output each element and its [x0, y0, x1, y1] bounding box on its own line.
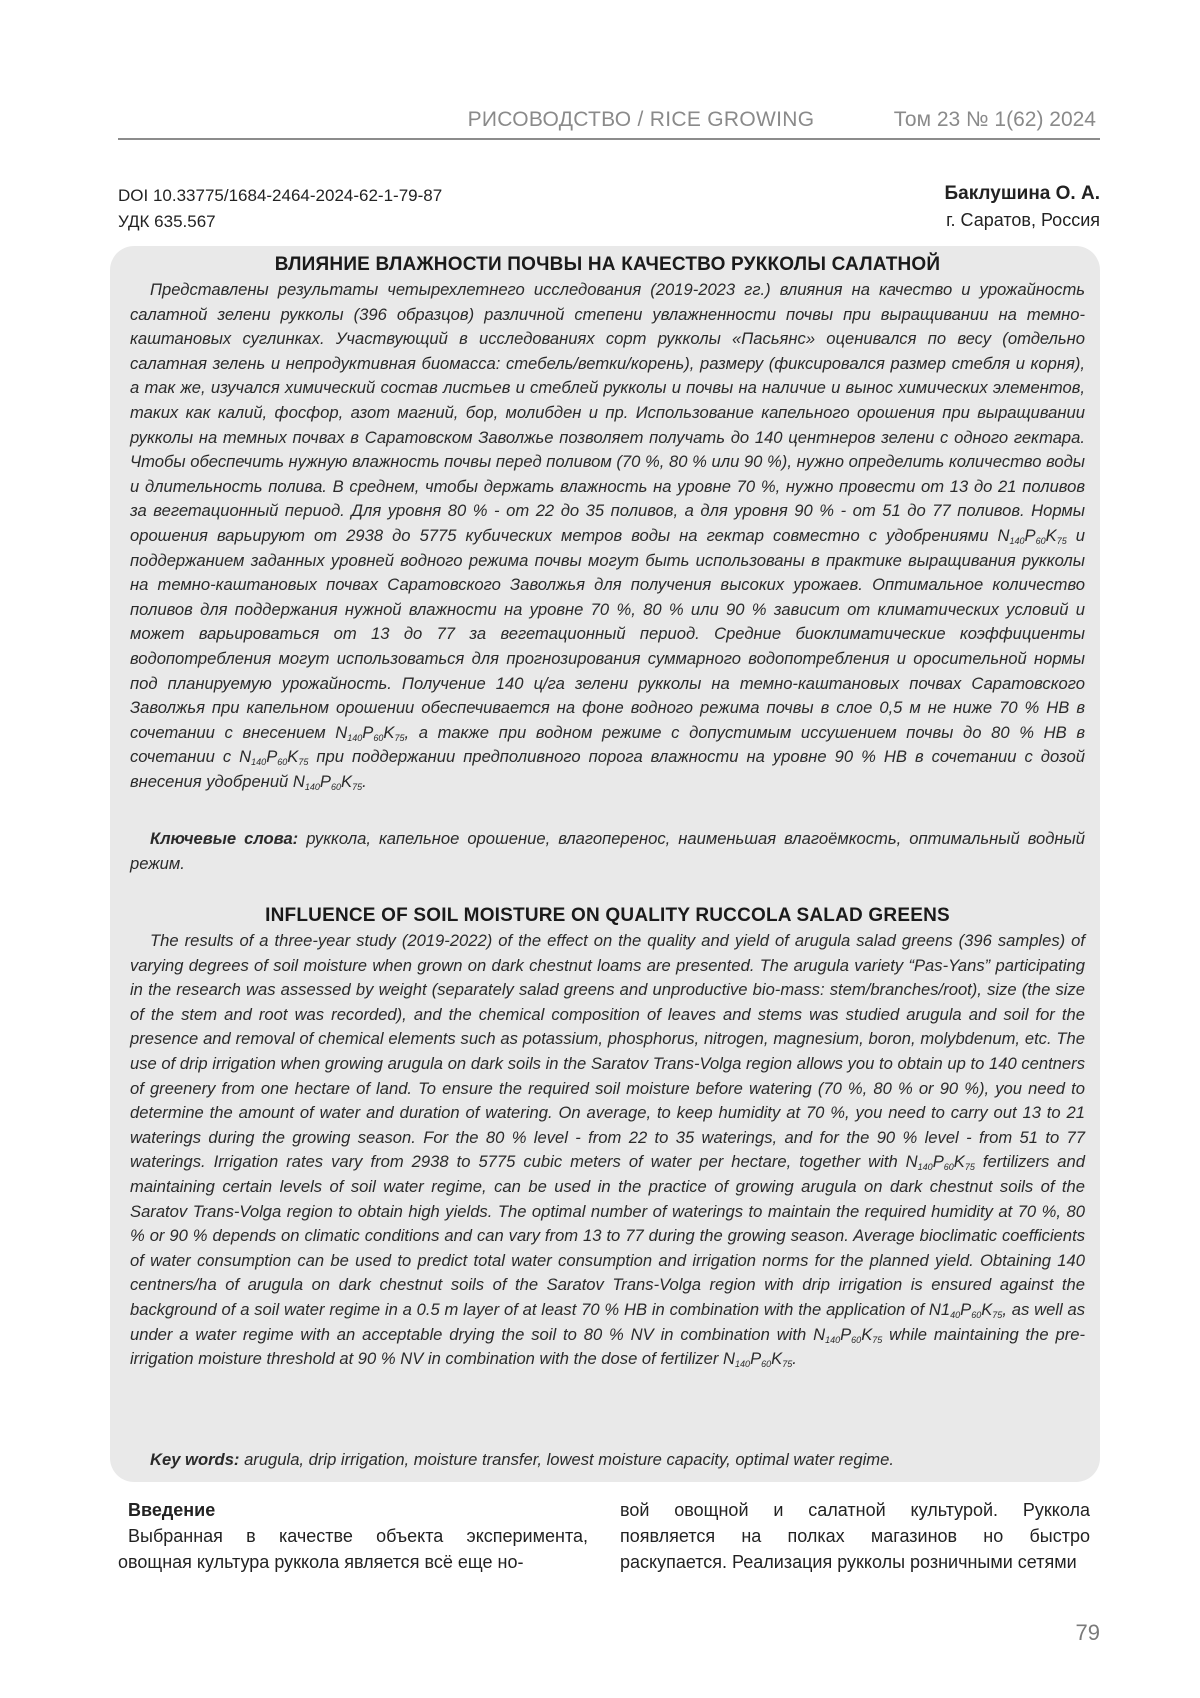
sub-k: 75: [1057, 536, 1067, 546]
sub-k: 75: [965, 1162, 975, 1172]
sub-p: 60: [331, 782, 341, 792]
sub-k: 75: [782, 1359, 792, 1369]
k-letter: K: [981, 1300, 992, 1319]
p-letter: P: [1025, 526, 1036, 545]
abstract-en-text-2: fertilizers and maintaining certain levels of soil water regime, can be used in the practice of growing arugula on dark chestnut soils of the Saratov Trans-Volga region to obtain high yields. The optimal number of waterings to maintain the required humidity at 70 %, 80 % or 90 % depends on climatic conditions and can vary from 13 to 77 during the growing season. Average bioclimatic coefficients of water consumption can be used to predict total water consumption and irrigation norms for the planned yield. Obtaining 140 centners/ha of arugula on dark chestnut soils of the Saratov Trans-Volga region with drip irrigation is ensured against the background of a soil water regime in a 0.5 m layer of at least 70 % HB in combination with the application of N1: [130, 1152, 1085, 1319]
abstract-en-text-1: The results of a three-year study (2019-2022) of the effect on the quality and yield of arugula salad greens (396 samples) of varying degrees of soil moisture when grown on dark chestnut loams are presented. The arugula variety “Pas-Yans” participating in the research was assessed by weight (separately salad greens and unproductive bio-mass: stem/branches/root), size (the size of the stem and root was recorded), and the chemical composition of leaves and stems was studied arugula and soil for the presence and removal of chemical elements such as potassium, phosphorus, nitrogen, magnesium, boron, molybdenum, etc. The use of drip irrigation when growing arugula on dark soils in the Saratov Trans-Volga region allows you to obtain up to 140 centners of greenery from one hectare of land. To ensure the required soil moisture before watering (70 %, 80 % or 90 %), you need to determine the amount of water and duration of watering. On average, to keep humidity at 70 %, you need to carry out 13 to 21 waterings during the growing season. For the 80 % level - from 22 to 35 waterings, and for the 90 % level - from 51 to 77 waterings. Irrigation rates vary from 2938 to 5775 cubic meters of water per hectare, together with N: [130, 931, 1085, 1171]
abstract-ru-end: .: [362, 772, 367, 791]
p-letter: P: [362, 723, 373, 742]
k-letter: K: [771, 1349, 782, 1368]
sub-n: 140: [251, 757, 266, 767]
sub-k: 75: [872, 1335, 882, 1345]
doi: DOI 10.33775/1684-2464-2024-62-1-79-87: [118, 183, 442, 209]
abstract-ru-text-1: Представлены результаты четырехлетнего исследования (2019-2023 гг.) влияния на качество и урожайность салатной зелени рукколы (396 образцов) различной степени увлажненности почвы при выращивании на темно-каштановых суглинках. Участвующий в исследованиях сорт рукколы «Пасьянс» оценивался по весу (отдельно салатная зелень и непродуктивная биомасса: стебель/ветки/корень), размеру (фиксировался размер стебля и корня), а так же, изучался химический состав листьев и стеблей рукколы и почвы на наличие и вынос химических элементов, таких как калий, фосфор, азот магний, бор, молибден и пр. Использование капельного орошения при выращивании рукколы на темных почвах в Саратовском Заволжье позволяет получать до 140 центнеров зелени с одного гектара. Чтобы обеспечить нужную влажность почвы перед поливом (70 %, 80 % или 90 %), нужно определить количество воды и длительность полива. В среднем, чтобы держать влажность на уровне 70 %, нужно провести от 13 до 21 поливов за вегетационный период. Для уровня 80 % - от 22 до 35 поливов, а для уровня 90 % - от 51 до 77 поливов. Нормы орошения варьируют от 2938 до 5775 кубических метров воды на гектар совместно с удобрениями N: [130, 280, 1085, 545]
sub-p: 60: [1036, 536, 1046, 546]
p-letter: P: [266, 747, 277, 766]
sub-k: 75: [992, 1310, 1002, 1320]
sub-p: 60: [944, 1162, 954, 1172]
k-letter: K: [383, 723, 394, 742]
sub-p: 60: [277, 757, 287, 767]
keywords-en: [130, 1448, 1085, 1473]
sub-n: 140: [825, 1335, 840, 1345]
p-letter: P: [933, 1152, 944, 1171]
sub-p: 60: [761, 1359, 771, 1369]
abstract-ru-text-4: при поддержании предполивного порога влажности на уровне 90 % НВ в сочетании с дозой внесения удобрений N: [130, 747, 1085, 791]
body-column-left: [118, 1497, 588, 1575]
p-letter: P: [320, 772, 331, 791]
author-block: [944, 181, 1100, 233]
abstract-en-end: .: [792, 1349, 797, 1368]
keywords-ru: [130, 827, 1085, 876]
sub-n: 140: [1009, 536, 1024, 546]
p-letter: P: [960, 1300, 971, 1319]
abstract-en-text-3: , as well as under a water regime with an acceptable drying the soil to 80 % NV in combination with N: [130, 1300, 1085, 1344]
k-letter: K: [954, 1152, 965, 1171]
keywords-en-label: Key words:: [150, 1450, 239, 1469]
article-identifiers: [118, 183, 442, 235]
p-letter: P: [750, 1349, 761, 1368]
k-letter: K: [861, 1325, 872, 1344]
abstract-ru-text-3: , а также при водном режиме с допустимым иссушением почвы до 80 % НВ в сочетании с N: [130, 723, 1085, 767]
sub-k: 75: [394, 733, 404, 743]
p-letter: P: [840, 1325, 851, 1344]
sub-k: 75: [298, 757, 308, 767]
abstract-en-text-4: while maintaining the pre-irrigation moisture threshold at 90 % NV in combination with the dose of fertilizer N: [130, 1325, 1085, 1369]
keywords-ru-list: руккола, капельное орошение, влагоперенос, наименьшая влагоёмкость, оптимальный водный режим.: [130, 829, 1085, 873]
body-paragraph-left: Выбранная в качестве объекта эксперимента, овощная культура руккола является всё еще но-: [118, 1523, 588, 1575]
sub-p: 60: [373, 733, 383, 743]
body-paragraph-right: вой овощной и салатной культурой. Руккола появляется на полках магазинов но быстро раскупается. Реализация рукколы розничными сетями: [620, 1500, 1090, 1572]
sub-p: 60: [851, 1335, 861, 1345]
sub-p: 60: [971, 1310, 981, 1320]
sub-n: 40: [950, 1310, 960, 1320]
keywords-en-list: arugula, drip irrigation, moisture transfer, lowest moisture capacity, optimal water regime.: [239, 1450, 894, 1469]
journal-name: РИСОВОДСТВО / RICE GROWING: [416, 108, 866, 132]
body-column-right: [620, 1497, 1090, 1575]
keywords-ru-label: Ключевые слова:: [150, 829, 298, 848]
abstract-en: [130, 929, 1085, 1372]
issue-info: Том 23 № 1(62) 2024: [894, 108, 1096, 132]
sub-n: 140: [347, 733, 362, 743]
sub-k: 75: [352, 782, 362, 792]
k-letter: K: [1046, 526, 1057, 545]
k-letter: K: [287, 747, 298, 766]
k-letter: K: [341, 772, 352, 791]
page-number: 79: [1076, 1620, 1100, 1646]
udk: УДК 635.567: [118, 209, 442, 235]
abstract-ru: [130, 278, 1085, 794]
sub-n: 140: [918, 1162, 933, 1172]
section-heading-intro: Введение: [128, 1497, 588, 1523]
abstract-ru-text-2: и поддержанием заданных уровней водного режима почвы могут быть использованы в практике выращивания рукколы на темно-каштановых почвах Саратовского Заволжья для получения высоких урожаев. Оптимальное количество поливов для поддержания нужной влажности на уровне 70 %, 80 % или 90 % зависит от климатических условий и может варьироваться от 13 до 77 за вегетационный период. Средние биоклиматические коэффициенты водопотребления могут использоваться для прогнозирования суммарного водопотребления и оросительной нормы под планируемую урожайность. Получение 140 ц/га зелени рукколы на темно-каштановых почвах Саратовского Заволжья при капельном орошении обеспечивается на фоне водного режима почвы в слое 0,5 м не ниже 70 % НВ в сочетании с внесением N: [130, 526, 1085, 742]
sub-n: 140: [305, 782, 320, 792]
author-name: Баклушина О. А.: [944, 181, 1100, 207]
title-ru: ВЛИЯНИЕ ВЛАЖНОСТИ ПОЧВЫ НА КАЧЕСТВО РУККОЛЫ САЛАТНОЙ: [130, 254, 1085, 276]
sub-n: 140: [735, 1359, 750, 1369]
running-header: [118, 104, 1100, 140]
title-en: INFLUENCE OF SOIL MOISTURE ON QUALITY RUCCOLA SALAD GREENS: [130, 905, 1085, 927]
author-location: г. Саратов, Россия: [944, 207, 1100, 233]
